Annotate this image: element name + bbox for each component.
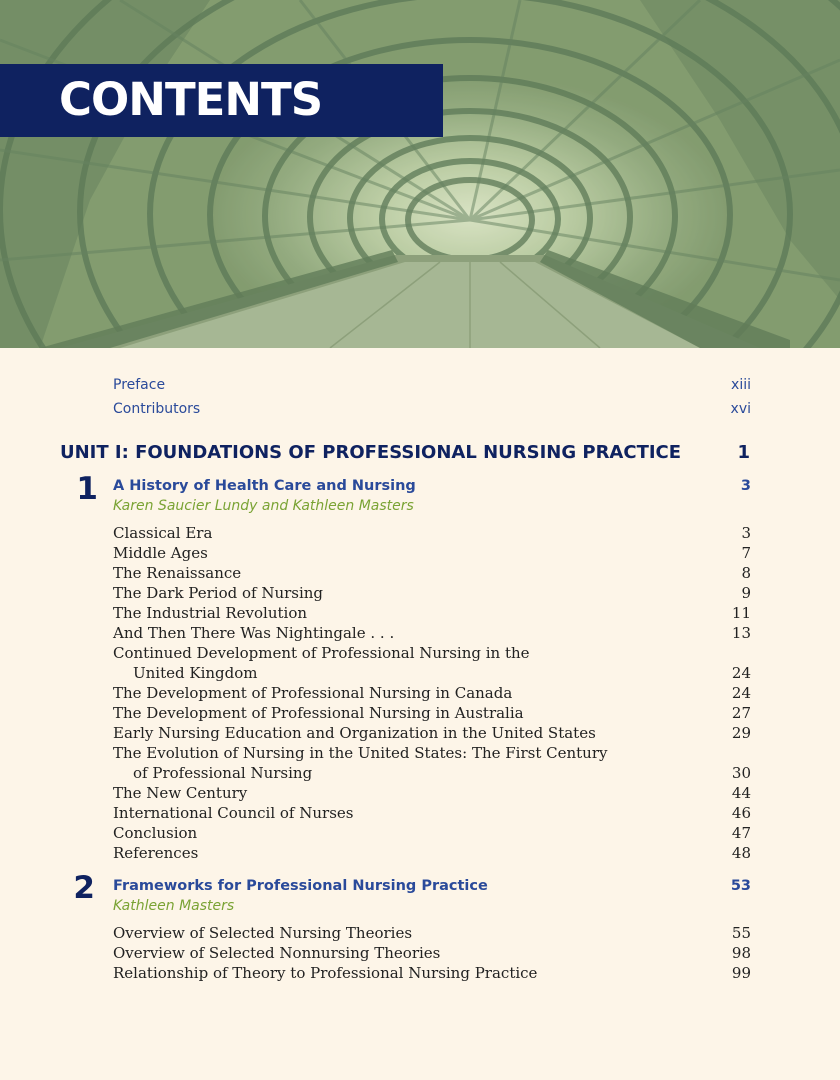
toc-entry[interactable] [113, 783, 751, 803]
toc-chapter-title[interactable] [113, 476, 751, 496]
toc-entry[interactable] [113, 623, 751, 643]
toc-entry[interactable] [113, 823, 751, 843]
toc-entry-page: 55 [731, 924, 751, 942]
toc-unit-heading[interactable] [60, 440, 750, 464]
toc-entry-label: The Renaissance [113, 564, 242, 582]
toc-entry-label: Conclusion [113, 824, 198, 842]
toc-entry-label: Middle Ages [113, 544, 208, 562]
toc-entry-label: Relationship of Theory to Professional Nursing Practice [113, 964, 538, 982]
toc-entry-label[interactable]: Continued Development of Professional Nursing in the [113, 644, 530, 662]
toc-entry-page: 44 [731, 784, 751, 802]
toc-entry-continued[interactable] [113, 663, 751, 683]
toc-entry-preface[interactable] [113, 375, 751, 395]
toc-entry-label-continued: United Kingdom [133, 664, 258, 682]
toc-entry-page: 24 [731, 684, 751, 702]
toc-entry[interactable] [113, 943, 751, 963]
toc-entry[interactable] [113, 923, 751, 943]
toc-entry-page: 24 [731, 664, 751, 682]
chapter-number: 2 [73, 870, 95, 906]
toc-entry[interactable] [113, 523, 751, 543]
toc-entry-page: 47 [731, 824, 751, 842]
toc-entry-page: 48 [731, 844, 751, 862]
toc-entry[interactable] [113, 703, 751, 723]
tunnel-bridge-illustration [0, 0, 840, 348]
toc-entry-page: 8 [741, 564, 751, 582]
chapter-authors: Kathleen Masters [113, 898, 235, 914]
chapter-title-label: A History of Health Care and Nursing [113, 478, 416, 494]
toc-entry-label: The New Century [113, 784, 248, 802]
toc-entry-label: Classical Era [113, 524, 213, 542]
toc-entry-label: International Council of Nurses [113, 804, 354, 822]
toc-entry-label: Early Nursing Education and Organization in the United States [113, 724, 596, 742]
toc-entry-label: Preface [113, 377, 166, 393]
toc-entry-label: The Development of Professional Nursing in Australia [113, 704, 524, 722]
toc-entry[interactable] [113, 563, 751, 583]
toc-entry-page: 13 [731, 624, 751, 642]
toc-entry-label: References [113, 844, 199, 862]
chapter-page: 53 [730, 878, 751, 894]
toc-entry[interactable] [113, 603, 751, 623]
toc-entry[interactable] [113, 583, 751, 603]
chapter-number: 1 [76, 471, 98, 507]
toc-entry-label-continued: of Professional Nursing [133, 764, 313, 782]
toc-entry-page: 7 [741, 544, 751, 562]
toc-entry[interactable] [113, 803, 751, 823]
toc-entry-page: 29 [731, 724, 751, 742]
toc-entry[interactable] [113, 543, 751, 563]
toc-chapter-title[interactable] [113, 876, 751, 896]
toc-entry-page: 27 [731, 704, 751, 722]
toc-entry-page: 99 [731, 964, 751, 982]
toc-entry-page: xvi [730, 401, 751, 417]
toc-entry-page: 3 [741, 524, 751, 542]
toc-entry-page: 11 [731, 604, 751, 622]
chapter-authors: Karen Saucier Lundy and Kathleen Masters [113, 498, 414, 514]
toc-entry-page: 9 [741, 584, 751, 602]
toc-entry-continued[interactable] [113, 763, 751, 783]
toc-entry-label: The Dark Period of Nursing [113, 584, 324, 602]
toc-entry-label: The Development of Professional Nursing in Canada [113, 684, 513, 702]
toc-entry-page: 98 [731, 944, 751, 962]
page-title: CONTENTS [59, 73, 323, 126]
toc-entry-page: xiii [731, 377, 751, 393]
toc-entry[interactable] [113, 683, 751, 703]
toc-entry[interactable] [113, 963, 751, 983]
unit-label: UNIT I: FOUNDATIONS OF PROFESSIONAL NURSING PRACTICE [60, 441, 682, 463]
toc-entry-label: Overview of Selected Nonnursing Theories [113, 944, 441, 962]
chapter-page: 3 [740, 478, 751, 494]
toc-entry[interactable] [113, 843, 751, 863]
toc-entry-label: And Then There Was Nightingale . . . [113, 624, 395, 642]
toc-entry[interactable] [113, 723, 751, 743]
chapter-title-label: Frameworks for Professional Nursing Practice [113, 878, 488, 894]
toc-entry-page: 46 [731, 804, 751, 822]
toc-entry-label[interactable]: The Evolution of Nursing in the United States: The First Century [113, 744, 608, 762]
cover-photo [0, 0, 840, 348]
unit-page: 1 [737, 441, 750, 463]
toc-entry-label: The Industrial Revolution [113, 604, 308, 622]
toc-entry-page: 30 [731, 764, 751, 782]
toc-entry-label: Overview of Selected Nursing Theories [113, 924, 413, 942]
toc-entry-contributors[interactable] [113, 399, 751, 419]
toc-entry-label: Contributors [113, 401, 201, 417]
